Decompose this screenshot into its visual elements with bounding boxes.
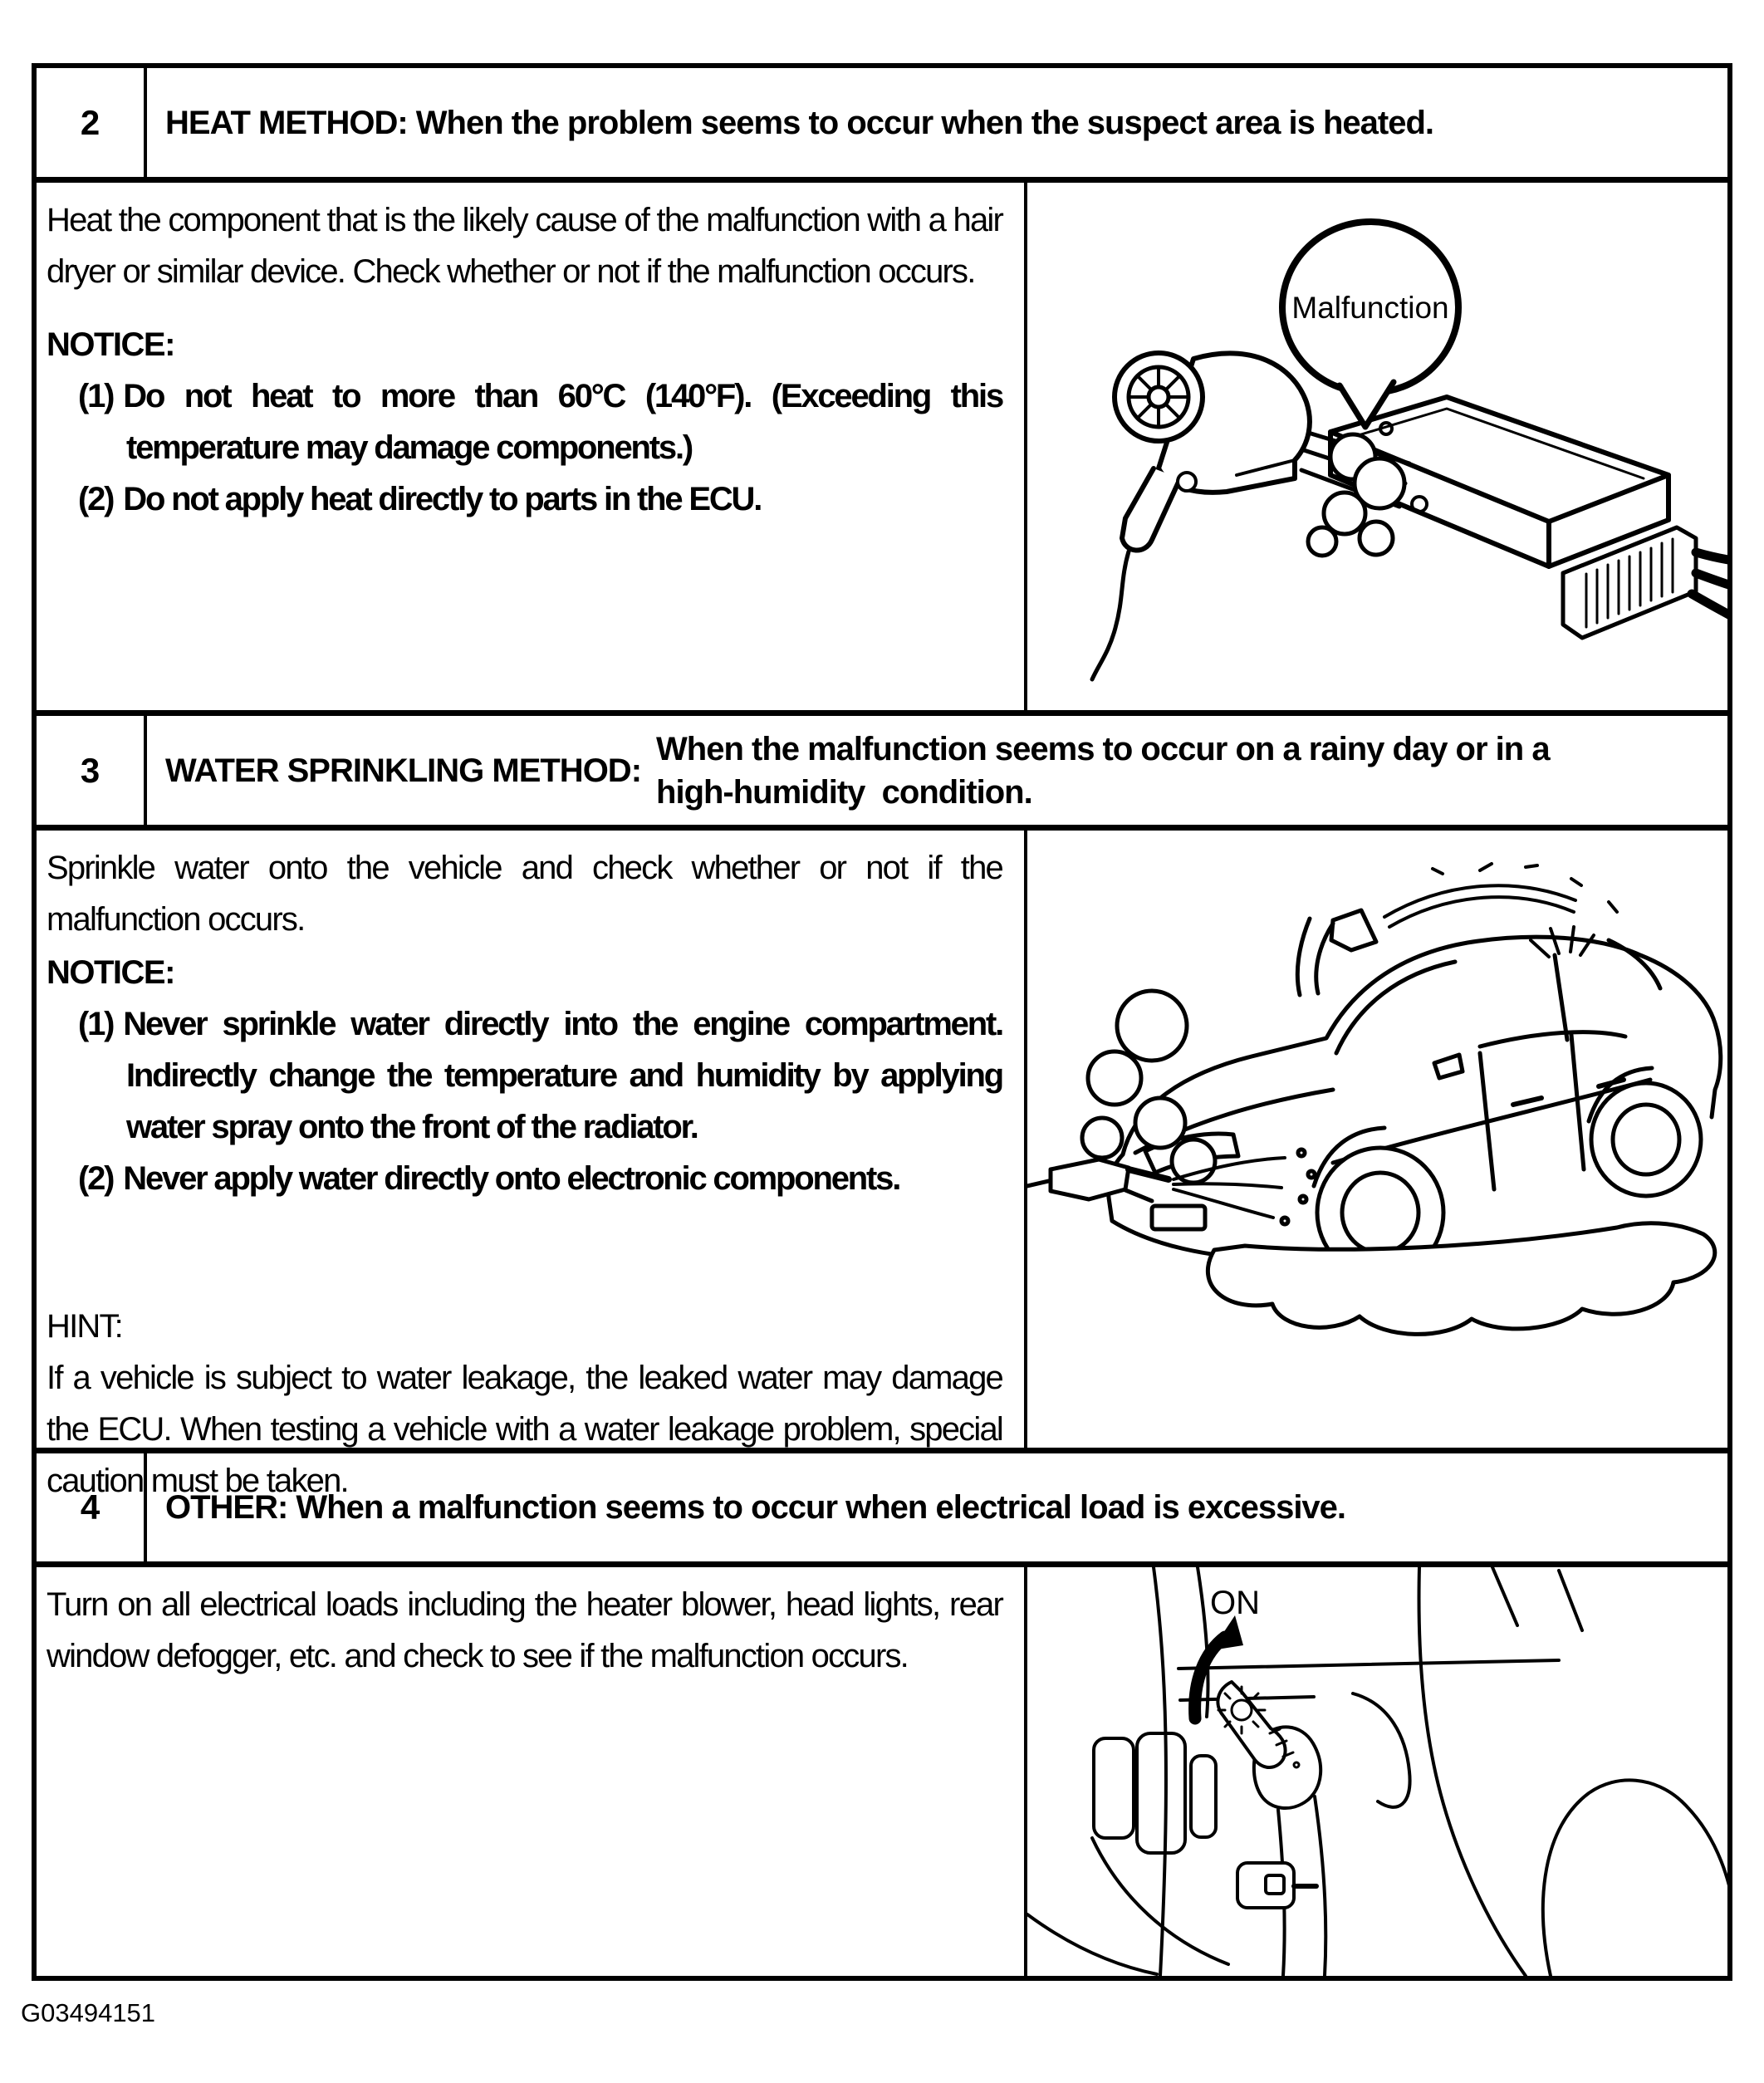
- dash-vent: [1094, 1738, 1134, 1838]
- section-3-hint-label: HINT:: [47, 1308, 123, 1345]
- title-line: high-humidity condition.: [656, 773, 1032, 811]
- water-spray-top: [1297, 864, 1617, 995]
- section-4-text-cell: [37, 1567, 1027, 1976]
- notice-item-text: Never apply water directly onto electronic components.: [123, 1160, 900, 1197]
- section-2-notice-label: NOTICE:: [47, 326, 174, 363]
- hot-air-flow: [1301, 432, 1409, 556]
- section-4-number: 4: [37, 1453, 147, 1561]
- headlight-switch-on-illustration: [1027, 1567, 1727, 1976]
- section-2-text-cell: [37, 183, 1027, 710]
- section-3-text-cell: [37, 831, 1027, 1499]
- section-4-header-row: [37, 1453, 1727, 1567]
- section-3-notice-label: NOTICE:: [47, 954, 174, 991]
- section-3-title-label: WATER SPRINKLING METHOD:: [165, 752, 642, 789]
- section-3-illustration-cell: [1027, 831, 1727, 1448]
- title-line: When the malfunction seems to occur on a rainy day or in a: [656, 730, 1550, 767]
- section-4-title: OTHER: When a malfunction seems to occur when electrical load is excessive.: [165, 1489, 1346, 1526]
- cloud: [1208, 1223, 1714, 1335]
- figure-code: G03494151: [21, 1998, 156, 2027]
- notice-item-text: Do not apply heat directly to parts in the ECU.: [123, 481, 762, 517]
- section-3-intro: Sprinkle water onto the vehicle and check whether or not if the malfunction occurs.: [47, 850, 1002, 938]
- ecu-box: [1330, 397, 1727, 638]
- section-4-intro: Turn on all electrical loads including the heater blower, head lights, rear window defogger, etc. and check to see if the malfunction occurs.: [47, 1586, 1002, 1674]
- section-2-notice-item-1: [47, 370, 1002, 473]
- section-2-header-row: [37, 68, 1727, 183]
- dashboard-lines: [1027, 1567, 1727, 1976]
- notice-item-text: Never sprinkle water directly into the engine compartment. Indirectly change the temperature and humidity by applying water spray onto the front of the radiator.: [123, 1006, 1002, 1145]
- section-4-illustration-cell: [1027, 1567, 1727, 1976]
- car-water-sprinkling-illustration: [1027, 831, 1727, 1448]
- section-2-intro: Heat the component that is the likely cause of the malfunction with a hair dryer or similar device. Check whether or not if the malfunction occurs.: [47, 202, 1002, 290]
- notice-item-marker: (1): [78, 1006, 114, 1042]
- section-3-body-row: [37, 831, 1727, 1499]
- section-2-number: 2: [37, 68, 147, 177]
- dash-vent: [1137, 1733, 1185, 1853]
- notice-item-text: Do not heat to more than 60°C (140°F). (Exceeding this temperature may damage components.): [123, 378, 1002, 466]
- balloon-label: Malfunction: [1291, 291, 1449, 325]
- section-3-hint-text: If a vehicle is subject to water leakage, the leaked water may damage the ECU. When testing a vehicle with a water leakage problem, special caution must be taken.: [47, 1360, 1002, 1499]
- notice-item-marker: (2): [78, 1160, 114, 1197]
- section-3-title: [147, 716, 1727, 825]
- section-3-notice-item-2: [47, 1153, 1002, 1204]
- headlight-switch-stalk: [1218, 1682, 1299, 1767]
- power-cord: [1092, 551, 1129, 679]
- notice-item-marker: (1): [78, 378, 114, 414]
- section-3-header-row: [37, 716, 1727, 831]
- section-3-notice-item-1: [47, 998, 1002, 1153]
- section-3-title-condition: [656, 728, 1550, 814]
- dash-vent: [1191, 1756, 1216, 1837]
- section-2-illustration-cell: [1027, 183, 1727, 710]
- section-3-number: 3: [37, 716, 147, 825]
- ignition-key-cylinder: [1237, 1863, 1316, 1908]
- hair-dryer-heating-ecu-illustration: [1027, 183, 1727, 710]
- section-2-notice-item-2: [47, 473, 1002, 525]
- hair-dryer: [1092, 353, 1310, 679]
- diagnosis-method-table: [32, 63, 1732, 1981]
- section-2-title: HEAT METHOD: When the problem seems to occur when the suspect area is heated.: [165, 104, 1434, 141]
- notice-item-marker: (2): [78, 481, 114, 517]
- section-4-body-row: [37, 1567, 1727, 1976]
- switch-on-label: ON: [1210, 1585, 1260, 1621]
- section-2-body-row: [37, 183, 1727, 716]
